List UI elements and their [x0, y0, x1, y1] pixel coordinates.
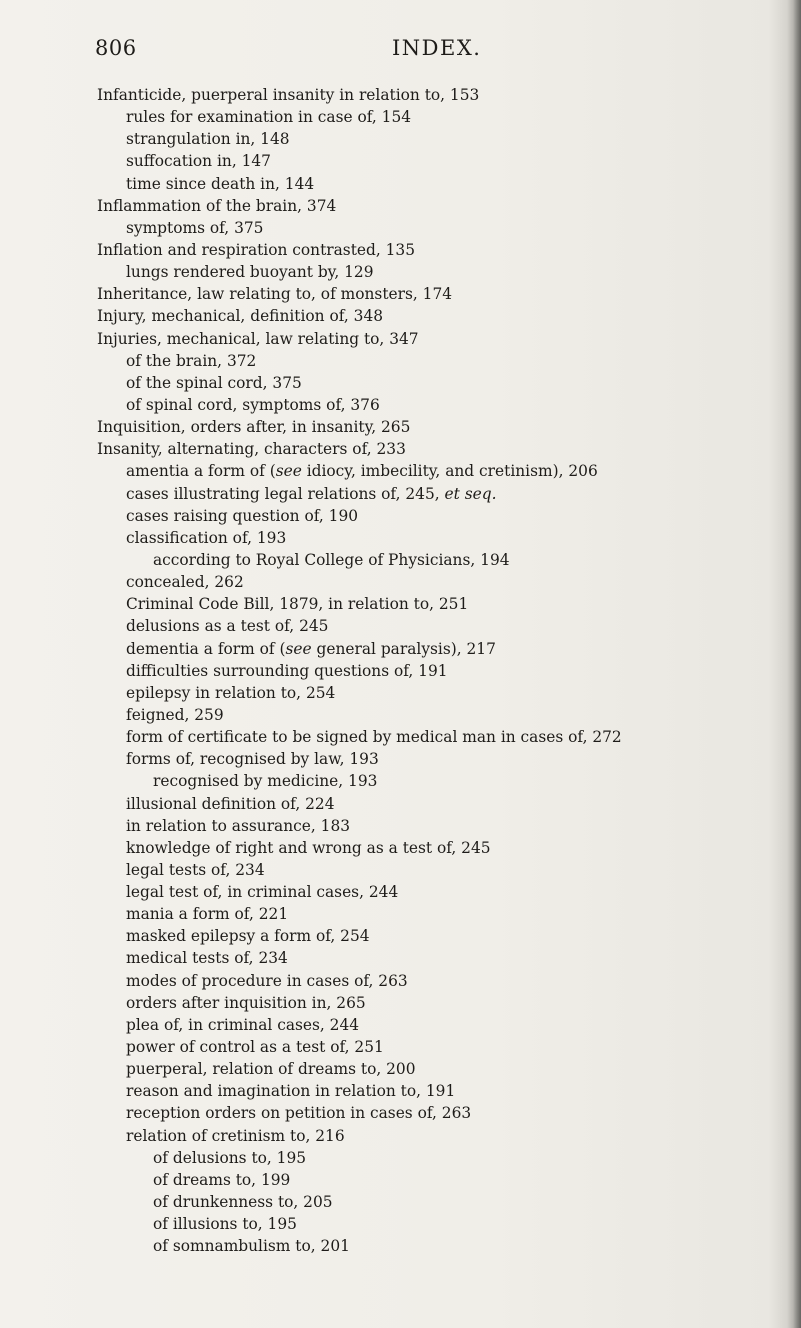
index-subentry: of delusions to, 195: [153, 1148, 307, 1167]
entry-italic-text: see: [285, 639, 312, 658]
index-subentry: lungs rendered buoyant by, 129: [126, 263, 374, 282]
index-subentry: power of control as a test of, 251: [126, 1038, 384, 1057]
index-subentry: forms of, recognised by law, 193: [126, 750, 379, 769]
index-subentry: plea of, in criminal cases, 244: [126, 1015, 360, 1034]
index-subentry: reason and imagination in relation to, 191: [126, 1082, 456, 1101]
index-subentry: symptoms of, 375: [126, 218, 264, 237]
index-subentry: of the brain, 372: [126, 351, 257, 370]
index-subentry: delusions as a test of, 245: [126, 617, 329, 636]
index-subentry: recognised by medicine, 193: [153, 772, 378, 791]
index-subentry: [97, 638, 797, 660]
index-subentry: time since death in, 144: [126, 174, 315, 193]
index-entry: Injuries, mechanical, law relating to, 347: [97, 329, 419, 348]
entry-text: amentia a form of (: [126, 462, 276, 481]
index-entry: Injury, mechanical, definition of, 348: [97, 307, 384, 326]
entry-text: idiocy, imbecility, and cretinism), 206: [301, 462, 598, 481]
index-entries: [97, 84, 797, 1257]
index-subentry: of spinal cord, symptoms of, 376: [126, 395, 380, 414]
index-subentry: concealed, 262: [126, 573, 244, 592]
index-subentry: of drunkenness to, 205: [153, 1193, 333, 1212]
index-subentry: [97, 460, 797, 482]
index-subentry: of illusions to, 195: [153, 1215, 297, 1234]
entry-text: cases illustrating legal relations of, 245,: [126, 484, 445, 503]
index-entry: Insanity, alternating, characters of, 233: [97, 440, 406, 459]
index-subentry: modes of procedure in cases of, 263: [126, 971, 408, 990]
index-subentry: cases raising question of, 190: [126, 506, 359, 525]
index-subentry: classification of, 193: [126, 528, 287, 547]
entry-text: dementia a form of (: [126, 639, 286, 658]
running-head: INDEX.: [392, 36, 482, 60]
index-subentry: medical tests of, 234: [126, 949, 288, 968]
index-subentry: relation of cretinism to, 216: [126, 1126, 345, 1145]
index-subentry: in relation to assurance, 183: [126, 816, 351, 835]
index-subentry: legal test of, in criminal cases, 244: [126, 883, 399, 902]
index-subentry: strangulation in, 148: [126, 130, 290, 149]
index-subentry: Criminal Code Bill, 1879, in relation to, 251: [126, 595, 469, 614]
entry-italic-text: see: [275, 462, 302, 481]
index-subentry: feigned, 259: [126, 705, 224, 724]
index-subentry: masked epilepsy a form of, 254: [126, 927, 370, 946]
index-entry: Inheritance, law relating to, of monsters, 174: [97, 285, 453, 304]
index-subentry: form of certificate to be signed by medical man in cases of, 272: [126, 728, 622, 747]
index-subentry: knowledge of right and wrong as a test of, 245: [126, 838, 491, 857]
index-subentry: epilepsy in relation to, 254: [126, 683, 336, 702]
index-subentry: of dreams to, 199: [153, 1170, 291, 1189]
index-entry: Infanticide, puerperal insanity in relation to, 153: [97, 86, 480, 104]
index-subentry: puerperal, relation of dreams to, 200: [126, 1060, 416, 1079]
index-subentry: mania a form of, 221: [126, 905, 289, 924]
entry-italic-text: et seq.: [444, 484, 497, 503]
index-subentry: difficulties surrounding questions of, 191: [126, 661, 448, 680]
index-entry: Inquisition, orders after, in insanity, 265: [97, 418, 411, 437]
index-subentry: reception orders on petition in cases of, 263: [126, 1104, 472, 1123]
index-subentry: orders after inquisition in, 265: [126, 993, 366, 1012]
index-subentry: according to Royal College of Physicians, 194: [153, 550, 510, 569]
index-subentry: illusional definition of, 224: [126, 794, 335, 813]
index-subentry: [97, 483, 797, 505]
page-number: 806: [95, 36, 137, 60]
index-subentry: legal tests of, 234: [126, 860, 265, 879]
page-header: [95, 36, 675, 66]
index-entry: Inflammation of the brain, 374: [97, 196, 337, 215]
index-subentry: of the spinal cord, 375: [126, 373, 302, 392]
entry-text: general paralysis), 217: [311, 639, 496, 658]
index-subentry: of somnambulism to, 201: [153, 1237, 350, 1256]
index-subentry: suffocation in, 147: [126, 152, 271, 171]
index-subentry: rules for examination in case of, 154: [126, 108, 412, 127]
index-entry: Inflation and respiration contrasted, 135: [97, 240, 416, 259]
